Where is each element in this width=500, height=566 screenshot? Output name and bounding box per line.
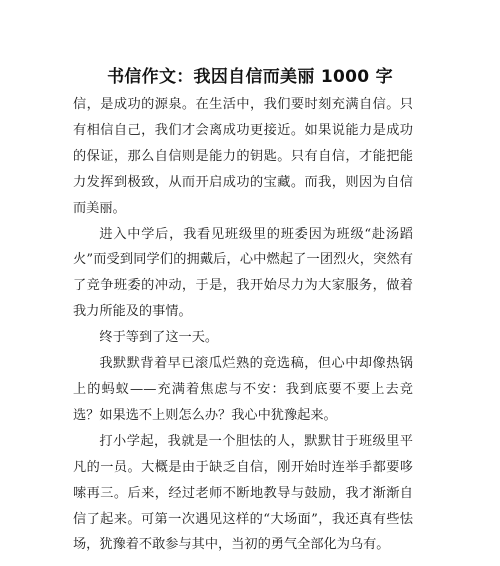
document-title: 书信作文：我因自信而美丽 1000 字 [107,67,393,87]
paragraph-intro: 信，是成功的源泉。在生活中，我们要时刻充满自信。只有相信自己，我们才会离成功更接近。如果说能力是成功的保证，那么自信则是能力的钥匙。只有自信，才能把能力发挥到极致，从而开启成功的宝藏。而我，则因为自信而美丽。 [73,97,413,216]
paragraph-middle-school: 进入中学后，我看见班级里的班委因为班级“赴汤蹈火”而受到同学们的拥戴后，心中燃起了一团烈火，突然有了竞争班委的冲动，于是，我开始尽力为大家服务，做着我力所能及的事情。 [73,226,413,320]
paragraph-timid-childhood: 打小学起，我就是一个胆怯的人，默默甘于班级里平凡的一员。大概是由于缺乏自信，刚开始时连举手都要哆嗦再三。后来，经过老师不断地教导与鼓励，我才渐渐自信了起来。可第一次遇见这样的“大场面”，我还真有些怯场，犹豫着不敢参与其中，当初的勇气全部化为乌有。 [73,433,413,553]
paragraph-campaign-speech: 我默默背着早已滚瓜烂熟的竞选稿，但心中却像热锅上的蚂蚁——充满着焦虑与不安：我到底要不要上去竞选？如果选不上则怎么办？我心中犹豫起来。 [73,356,413,423]
document-body [73,92,413,558]
paragraph-the-day: 终于等到了这一天。 [99,330,219,346]
